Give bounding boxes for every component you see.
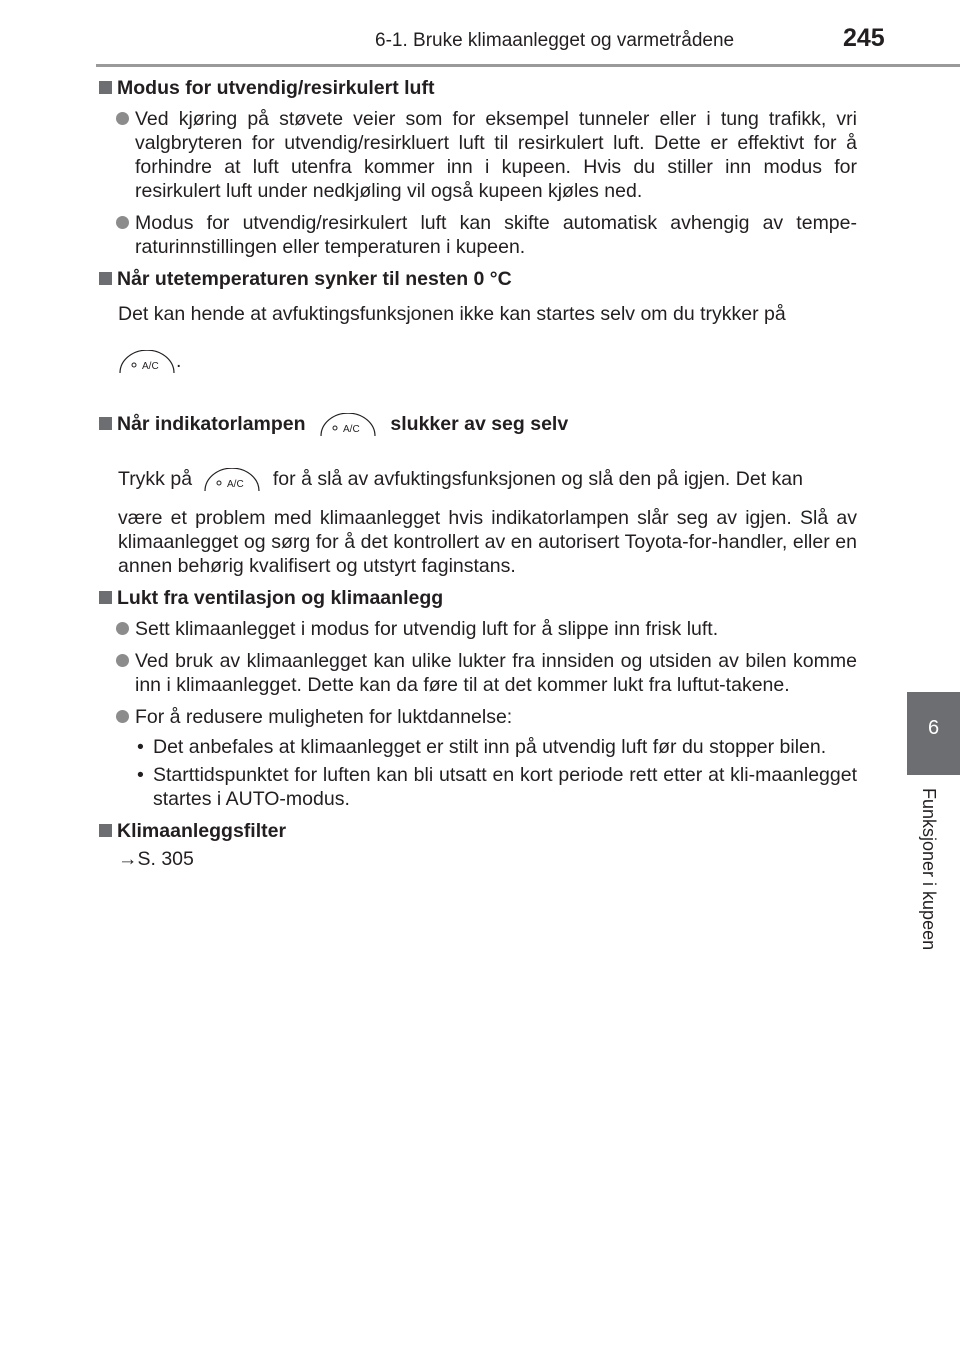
page-number: 245 bbox=[843, 24, 885, 52]
ac-button-icon bbox=[118, 350, 176, 374]
chapter-tab-label: Funksjoner i kupeen bbox=[919, 788, 939, 951]
dot-bullet-icon: • bbox=[137, 763, 144, 786]
paragraph: Trykk på A/C for å slå av avfuktingsfunksjonen og slå den på igjen. Det kan bbox=[118, 467, 803, 490]
section-heading-odor: Lukt fra ventilasjon og klimaanlegg bbox=[97, 586, 857, 610]
square-bullet-icon bbox=[99, 81, 112, 94]
circle-bullet-icon bbox=[116, 622, 129, 635]
square-bullet-icon bbox=[99, 591, 112, 604]
section-heading-filter: Klimaanleggsfilter bbox=[97, 819, 857, 843]
paragraph-continuation: være et problem med klimaanlegget hvis indikatorlampen slår seg av igjen. Slå av klimaanlegget og sørg for å det kontrollert av en autorisert Toyota-for-handler, eller en annen behørig kvalifisert og utstyrt faginstans. bbox=[118, 506, 857, 577]
sub-list-item: • Starttidspunktet for luften kan bli utsatt en kort periode rett etter at kli-maanlegget startes i AUTO-modus. bbox=[137, 763, 857, 810]
list-item: Sett klimaanlegget i modus for utvendig luft for å slippe inn frisk luft. bbox=[97, 617, 857, 641]
chapter-tab bbox=[907, 692, 960, 775]
ac-button-icon bbox=[203, 468, 261, 492]
section-heading-indicator-lamp: Når indikatorlampen A/C slukker av seg selv bbox=[97, 412, 857, 437]
dot-bullet-icon: • bbox=[137, 735, 144, 758]
section-heading-outside-temperature: Når utetemperaturen synker til nesten 0 °C bbox=[97, 267, 857, 291]
paragraph-continuation: A/C . bbox=[97, 349, 857, 374]
circle-bullet-icon bbox=[116, 654, 129, 667]
header-divider bbox=[96, 64, 960, 67]
list-item: Modus for utvendig/resirkulert luft kan skifte automatisk avhengig av tempe-raturinnstillingen eller temperaturen i kupeen. bbox=[97, 211, 857, 259]
paragraph: Det kan hende at avfuktingsfunksjonen ikke kan startes selv om du trykker på bbox=[118, 303, 786, 325]
chapter-title: 6-1. Bruke klimaanlegget og varmetrådene bbox=[375, 30, 735, 51]
list-item: Ved bruk av klimaanlegget kan ulike lukter fra innsiden og utsiden av bilen komme inn i klimaanlegget. Dette kan da føre til at det kommer lukt fra luftut-takene. bbox=[97, 649, 857, 697]
svg-text:A/C: A/C bbox=[342, 423, 360, 435]
page-content bbox=[97, 76, 857, 871]
square-bullet-icon bbox=[99, 417, 112, 430]
ac-button-icon bbox=[319, 413, 377, 437]
list-item: Ved kjøring på støvete veier som for eksempel tunneler eller i tung trafikk, vri valgbryteren for utvendig/resirkluert luft til resirkulert luft. Dette er effektivt for å forhindre at luft utenfra kommer inn i kupeen. Hvis du stiller inn modus for resirkulert luft under nedkjøling vil også kupeen kjøles ned. bbox=[97, 107, 857, 203]
svg-text:A/C: A/C bbox=[227, 478, 245, 490]
page-reference-link[interactable]: →S. 305 bbox=[118, 847, 194, 870]
sub-list-item: • Det anbefales at klimaanlegget er stilt inn på utvendig luft før du stopper bilen. bbox=[137, 735, 827, 758]
square-bullet-icon bbox=[99, 824, 112, 837]
circle-bullet-icon bbox=[116, 112, 129, 125]
svg-text:A/C: A/C bbox=[142, 360, 159, 372]
circle-bullet-icon bbox=[116, 216, 129, 229]
square-bullet-icon bbox=[99, 272, 112, 285]
circle-bullet-icon bbox=[116, 710, 129, 723]
section-heading-recirculation: Modus for utvendig/resirkulert luft bbox=[97, 76, 857, 100]
chapter-tab-number: 6 bbox=[927, 717, 940, 739]
list-item: For å redusere muligheten for luktdannelse: bbox=[97, 705, 857, 729]
